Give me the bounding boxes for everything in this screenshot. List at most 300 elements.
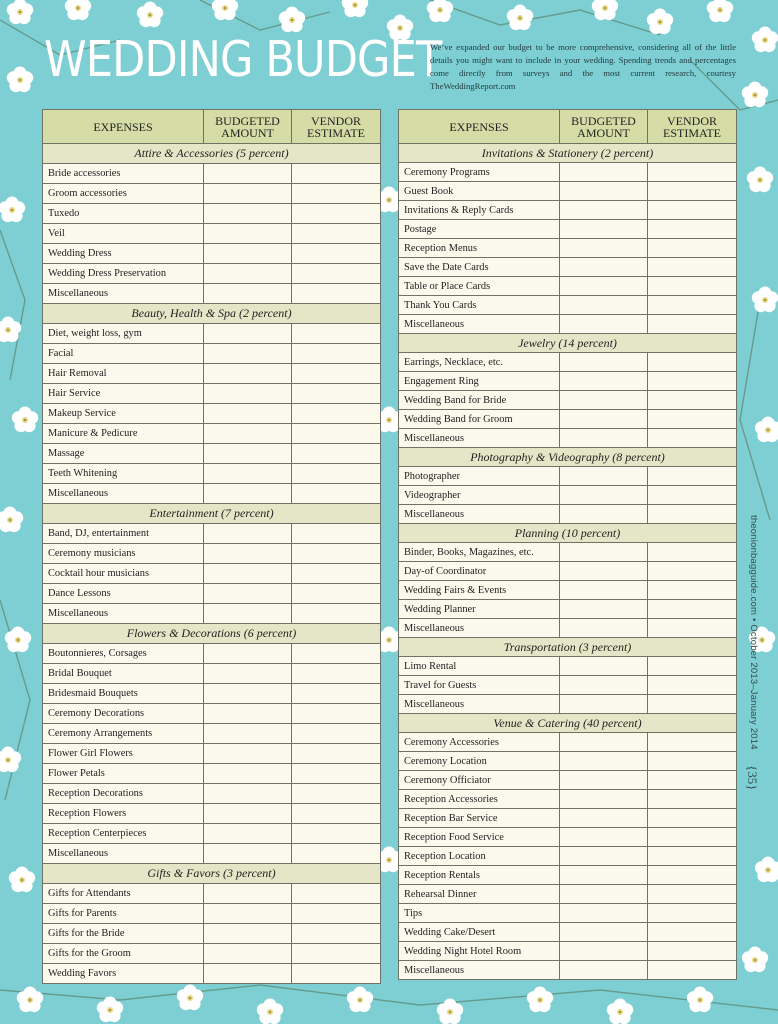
vendor-estimate-cell[interactable] [292,784,381,804]
table-row [43,564,381,584]
vendor-estimate-cell[interactable] [292,164,381,184]
table-row [399,828,737,847]
expense-label: Boutonnieres, Corsages [43,644,204,664]
vendor-estimate-cell[interactable] [292,344,381,364]
budgeted-amount-cell[interactable] [204,804,292,824]
vendor-estimate-cell[interactable] [292,244,381,264]
table-row [43,444,381,464]
budgeted-amount-cell[interactable] [560,771,648,790]
vendor-estimate-cell[interactable] [292,224,381,244]
section-title: Venue & Catering (40 percent) [399,714,737,733]
vendor-estimate-cell[interactable] [292,464,381,484]
expense-label: Invitations & Reply Cards [399,201,560,220]
table-row [43,604,381,624]
budgeted-amount-cell[interactable] [204,584,292,604]
expense-label: Flower Girl Flowers [43,744,204,764]
budgeted-amount-cell[interactable] [560,562,648,581]
expense-label: Diet, weight loss, gym [43,324,204,344]
vendor-estimate-cell[interactable] [292,524,381,544]
table-row [399,277,737,296]
expense-label: Miscellaneous [43,284,204,304]
vendor-estimate-cell[interactable] [648,828,737,847]
expense-label: Miscellaneous [399,695,560,714]
vendor-estimate-cell[interactable] [648,885,737,904]
section-row [43,624,381,644]
budgeted-amount-cell[interactable] [560,885,648,904]
table-row [43,204,381,224]
vendor-estimate-cell[interactable] [648,486,737,505]
expense-label: Reception Decorations [43,784,204,804]
budgeted-amount-cell[interactable] [204,424,292,444]
vendor-estimate-cell[interactable] [292,804,381,824]
budgeted-amount-cell[interactable] [204,744,292,764]
table-row [399,239,737,258]
table-row [399,543,737,562]
vendor-estimate-cell[interactable] [292,484,381,504]
vendor-estimate-cell[interactable] [648,258,737,277]
vendor-estimate-cell[interactable] [648,619,737,638]
expense-label: Ceremony Accessories [399,733,560,752]
table-row [43,584,381,604]
vendor-estimate-cell[interactable] [292,904,381,924]
budgeted-amount-cell[interactable] [560,220,648,239]
budgeted-amount-cell[interactable] [560,258,648,277]
vendor-estimate-cell[interactable] [292,284,381,304]
vendor-estimate-cell[interactable] [648,182,737,201]
vendor-estimate-cell[interactable] [648,429,737,448]
vendor-estimate-cell[interactable] [648,942,737,961]
expense-label: Hair Service [43,384,204,404]
table-row [43,524,381,544]
section-row [399,524,737,543]
section-title: Flowers & Decorations (6 percent) [43,624,381,644]
table-row [43,384,381,404]
expense-label: Hair Removal [43,364,204,384]
expense-label: Table or Place Cards [399,277,560,296]
budgeted-amount-cell[interactable] [560,315,648,334]
budgeted-amount-cell[interactable] [560,600,648,619]
budgeted-amount-cell[interactable] [204,444,292,464]
budgeted-amount-cell[interactable] [204,844,292,864]
expense-label: Wedding Cake/Desert [399,923,560,942]
budgeted-amount-cell[interactable] [204,484,292,504]
section-title: Photography & Videography (8 percent) [399,448,737,467]
budgeted-amount-cell[interactable] [204,344,292,364]
table-row [399,942,737,961]
section-title: Jewelry (14 percent) [399,334,737,353]
table-row [43,224,381,244]
budgeted-amount-cell[interactable] [204,464,292,484]
vendor-estimate-cell[interactable] [648,733,737,752]
expense-label: Reception Flowers [43,804,204,824]
vendor-estimate-cell[interactable] [648,239,737,258]
vendor-estimate-cell[interactable] [648,562,737,581]
expense-label: Massage [43,444,204,464]
budgeted-amount-cell[interactable] [560,961,648,980]
section-title: Beauty, Health & Spa (2 percent) [43,304,381,324]
budgeted-amount-cell[interactable] [560,486,648,505]
vendor-estimate-cell[interactable] [648,220,737,239]
table-row [399,391,737,410]
table-row [43,424,381,444]
budgeted-amount-cell[interactable] [560,847,648,866]
expense-label: Ceremony musicians [43,544,204,564]
vendor-estimate-cell[interactable] [648,543,737,562]
expense-label: Ceremony Programs [399,163,560,182]
table-row [399,657,737,676]
expense-label: Miscellaneous [399,505,560,524]
budgeted-amount-cell[interactable] [204,704,292,724]
vendor-estimate-cell[interactable] [292,584,381,604]
vendor-estimate-cell[interactable] [292,724,381,744]
vendor-estimate-cell[interactable] [292,924,381,944]
table-row [399,809,737,828]
expense-label: Gifts for Parents [43,904,204,924]
budgeted-amount-cell[interactable] [204,224,292,244]
page-title: WEDDING BUDGET [44,31,442,88]
budgeted-amount-cell[interactable] [204,764,292,784]
table-row [399,733,737,752]
section-row [399,714,737,733]
vendor-estimate-cell[interactable] [648,410,737,429]
header-budgeted-amount: BUDGETED AMOUNT [560,110,648,144]
vendor-estimate-cell[interactable] [292,644,381,664]
budgeted-amount-cell[interactable] [204,404,292,424]
budgeted-amount-cell[interactable] [560,657,648,676]
table-row [399,885,737,904]
vendor-estimate-cell[interactable] [292,824,381,844]
table-row [43,884,381,904]
budgeted-amount-cell[interactable] [204,684,292,704]
table-row [43,464,381,484]
vendor-estimate-cell[interactable] [292,684,381,704]
vendor-estimate-cell[interactable] [292,324,381,344]
budgeted-amount-cell[interactable] [204,204,292,224]
table-row [399,752,737,771]
table-row [43,324,381,344]
budgeted-amount-cell[interactable] [560,296,648,315]
table-row [43,404,381,424]
vendor-estimate-cell[interactable] [292,384,381,404]
budgeted-amount-cell[interactable] [560,581,648,600]
budgeted-amount-cell[interactable] [204,184,292,204]
expense-label: Wedding Band for Groom [399,410,560,429]
expense-label: Photographer [399,467,560,486]
table-row [43,344,381,364]
budgeted-amount-cell[interactable] [560,619,648,638]
table-row [43,904,381,924]
expense-label: Wedding Night Hotel Room [399,942,560,961]
table-row [399,847,737,866]
table-row [399,505,737,524]
expense-label: Bridal Bouquet [43,664,204,684]
table-row [399,163,737,182]
expense-label: Gifts for Attendants [43,884,204,904]
expense-label: Reception Menus [399,239,560,258]
table-row [43,724,381,744]
vendor-estimate-cell[interactable] [292,444,381,464]
vendor-estimate-cell[interactable] [292,844,381,864]
expense-label: Reception Centerpieces [43,824,204,844]
table-header-row [399,110,737,144]
table-row [399,182,737,201]
vendor-estimate-cell[interactable] [292,664,381,684]
expense-label: Groom accessories [43,184,204,204]
budgeted-amount-cell[interactable] [204,824,292,844]
table-row [399,961,737,980]
budgeted-amount-cell[interactable] [560,505,648,524]
vendor-estimate-cell[interactable] [648,163,737,182]
budgeted-amount-cell[interactable] [560,904,648,923]
table-row [43,364,381,384]
section-row [399,144,737,163]
budgeted-amount-cell[interactable] [560,676,648,695]
budgeted-amount-cell[interactable] [560,201,648,220]
table-row [399,562,737,581]
table-row [399,201,737,220]
budgeted-amount-cell[interactable] [204,364,292,384]
table-row [399,410,737,429]
section-row [43,144,381,164]
header-vendor-estimate: VENDOR ESTIMATE [292,110,381,144]
budgeted-amount-cell[interactable] [560,733,648,752]
expense-label: Miscellaneous [43,844,204,864]
budgeted-amount-cell[interactable] [560,695,648,714]
budgeted-amount-cell[interactable] [560,866,648,885]
vendor-estimate-cell[interactable] [648,676,737,695]
budgeted-amount-cell[interactable] [204,524,292,544]
vendor-estimate-cell[interactable] [648,505,737,524]
budgeted-amount-cell[interactable] [204,784,292,804]
table-row [43,804,381,824]
budgeted-amount-cell[interactable] [204,604,292,624]
vendor-estimate-cell[interactable] [648,961,737,980]
expense-label: Reception Bar Service [399,809,560,828]
vendor-estimate-cell[interactable] [292,184,381,204]
table-row [399,866,737,885]
expense-label: Miscellaneous [43,604,204,624]
section-row [43,864,381,884]
vendor-estimate-cell[interactable] [292,764,381,784]
expense-label: Bridesmaid Bouquets [43,684,204,704]
vendor-estimate-cell[interactable] [648,600,737,619]
vendor-estimate-cell[interactable] [292,544,381,564]
expense-label: Teeth Whitening [43,464,204,484]
vendor-estimate-cell[interactable] [648,581,737,600]
table-row [43,284,381,304]
vendor-estimate-cell[interactable] [648,372,737,391]
table-row [43,164,381,184]
budgeted-amount-cell[interactable] [204,644,292,664]
vendor-estimate-cell[interactable] [648,847,737,866]
budgeted-amount-cell[interactable] [560,429,648,448]
expense-label: Tips [399,904,560,923]
table-row [43,484,381,504]
vendor-estimate-cell[interactable] [648,904,737,923]
vendor-estimate-cell[interactable] [648,657,737,676]
vendor-estimate-cell[interactable] [648,391,737,410]
expense-label: Gifts for the Groom [43,944,204,964]
vendor-estimate-cell[interactable] [648,923,737,942]
budgeted-amount-cell[interactable] [204,904,292,924]
expense-label: Miscellaneous [43,484,204,504]
expense-label: Miscellaneous [399,315,560,334]
expense-label: Reception Food Service [399,828,560,847]
section-row [399,638,737,657]
vendor-estimate-cell[interactable] [292,944,381,964]
expense-label: Ceremony Arrangements [43,724,204,744]
budgeted-amount-cell[interactable] [204,964,292,984]
table-row [399,581,737,600]
vendor-estimate-cell[interactable] [292,564,381,584]
vendor-estimate-cell[interactable] [292,744,381,764]
section-title: Gifts & Favors (3 percent) [43,864,381,884]
expense-label: Flower Petals [43,764,204,784]
table-row [399,923,737,942]
table-row [399,486,737,505]
budgeted-amount-cell[interactable] [204,924,292,944]
expense-label: Wedding Dress [43,244,204,264]
expense-label: Miscellaneous [399,619,560,638]
vendor-estimate-cell[interactable] [648,315,737,334]
expense-label: Guest Book [399,182,560,201]
expense-label: Wedding Dress Preservation [43,264,204,284]
budgeted-amount-cell[interactable] [560,923,648,942]
budgeted-amount-cell[interactable] [560,372,648,391]
table-row [43,924,381,944]
section-title: Attire & Accessories (5 percent) [43,144,381,164]
budgeted-amount-cell[interactable] [560,752,648,771]
table-row [399,790,737,809]
budgeted-amount-cell[interactable] [560,790,648,809]
table-row [43,744,381,764]
budgeted-amount-cell[interactable] [204,944,292,964]
expense-label: Day-of Coordinator [399,562,560,581]
budgeted-amount-cell[interactable] [204,284,292,304]
table-row [399,676,737,695]
expense-label: Ceremony Decorations [43,704,204,724]
publication-sidebar: theonionbagguide.com • October 2013–January 2014 [748,515,759,750]
table-row [399,220,737,239]
vendor-estimate-cell[interactable] [292,264,381,284]
budgeted-amount-cell[interactable] [560,182,648,201]
budgeted-amount-cell[interactable] [204,244,292,264]
expense-label: Wedding Favors [43,964,204,984]
budgeted-amount-cell[interactable] [560,277,648,296]
page-number: {35} [745,765,760,791]
budgeted-amount-cell[interactable] [560,239,648,258]
budgeted-amount-cell[interactable] [204,324,292,344]
budgeted-amount-cell[interactable] [204,664,292,684]
section-row [399,448,737,467]
expense-label: Bride accessories [43,164,204,184]
expense-label: Earrings, Necklace, etc. [399,353,560,372]
vendor-estimate-cell[interactable] [648,353,737,372]
vendor-estimate-cell[interactable] [648,467,737,486]
budgeted-amount-cell[interactable] [204,384,292,404]
vendor-estimate-cell[interactable] [292,364,381,384]
table-row [399,353,737,372]
expense-label: Ceremony Location [399,752,560,771]
vendor-estimate-cell[interactable] [648,866,737,885]
vendor-estimate-cell[interactable] [292,404,381,424]
budgeted-amount-cell[interactable] [560,391,648,410]
budgeted-amount-cell[interactable] [204,884,292,904]
expense-label: Gifts for the Bride [43,924,204,944]
expense-label: Save the Date Cards [399,258,560,277]
budgeted-amount-cell[interactable] [560,353,648,372]
budgeted-amount-cell[interactable] [204,164,292,184]
table-row [399,467,737,486]
vendor-estimate-cell[interactable] [292,964,381,984]
budget-table-left [42,109,381,984]
section-title: Planning (10 percent) [399,524,737,543]
table-row [43,964,381,984]
vendor-estimate-cell[interactable] [648,809,737,828]
table-row [43,684,381,704]
budgeted-amount-cell[interactable] [204,264,292,284]
section-row [43,304,381,324]
budgeted-amount-cell[interactable] [204,724,292,744]
vendor-estimate-cell[interactable] [648,296,737,315]
table-row [43,184,381,204]
budgeted-amount-cell[interactable] [560,942,648,961]
budgeted-amount-cell[interactable] [204,544,292,564]
vendor-estimate-cell[interactable] [292,204,381,224]
budgeted-amount-cell[interactable] [560,410,648,429]
expense-label: Dance Lessons [43,584,204,604]
vendor-estimate-cell[interactable] [292,424,381,444]
vendor-estimate-cell[interactable] [648,695,737,714]
expense-label: Tuxedo [43,204,204,224]
vendor-estimate-cell[interactable] [292,704,381,724]
section-row [399,334,737,353]
table-row [399,296,737,315]
budgeted-amount-cell[interactable] [560,828,648,847]
expense-label: Travel for Guests [399,676,560,695]
table-header-row [43,110,381,144]
vendor-estimate-cell[interactable] [648,790,737,809]
table-row [43,824,381,844]
expense-label: Videographer [399,486,560,505]
vendor-estimate-cell[interactable] [648,752,737,771]
budgeted-amount-cell[interactable] [560,467,648,486]
table-row [43,644,381,664]
budgeted-amount-cell[interactable] [204,564,292,584]
expense-label: Cocktail hour musicians [43,564,204,584]
expense-label: Reception Rentals [399,866,560,885]
budgeted-amount-cell[interactable] [560,543,648,562]
vendor-estimate-cell[interactable] [648,201,737,220]
expense-label: Postage [399,220,560,239]
intro-text: We’ve expanded our budget to be more comprehensive, considering all of the little details you might want to include in your wedding. Spending trends and percentages come directly from surveys and the most current research, courtesy TheWeddingReport.com [430,42,736,91]
table-row [399,258,737,277]
budgeted-amount-cell[interactable] [560,809,648,828]
table-row [43,784,381,804]
header-vendor-estimate: VENDOR ESTIMATE [648,110,737,144]
vendor-estimate-cell[interactable] [292,604,381,624]
budgeted-amount-cell[interactable] [560,163,648,182]
vendor-estimate-cell[interactable] [648,277,737,296]
table-row [399,429,737,448]
table-row [43,764,381,784]
expense-label: Wedding Planner [399,600,560,619]
section-row [43,504,381,524]
vendor-estimate-cell[interactable] [648,771,737,790]
table-row [43,244,381,264]
vendor-estimate-cell[interactable] [292,884,381,904]
header-budgeted-amount: BUDGETED AMOUNT [204,110,292,144]
